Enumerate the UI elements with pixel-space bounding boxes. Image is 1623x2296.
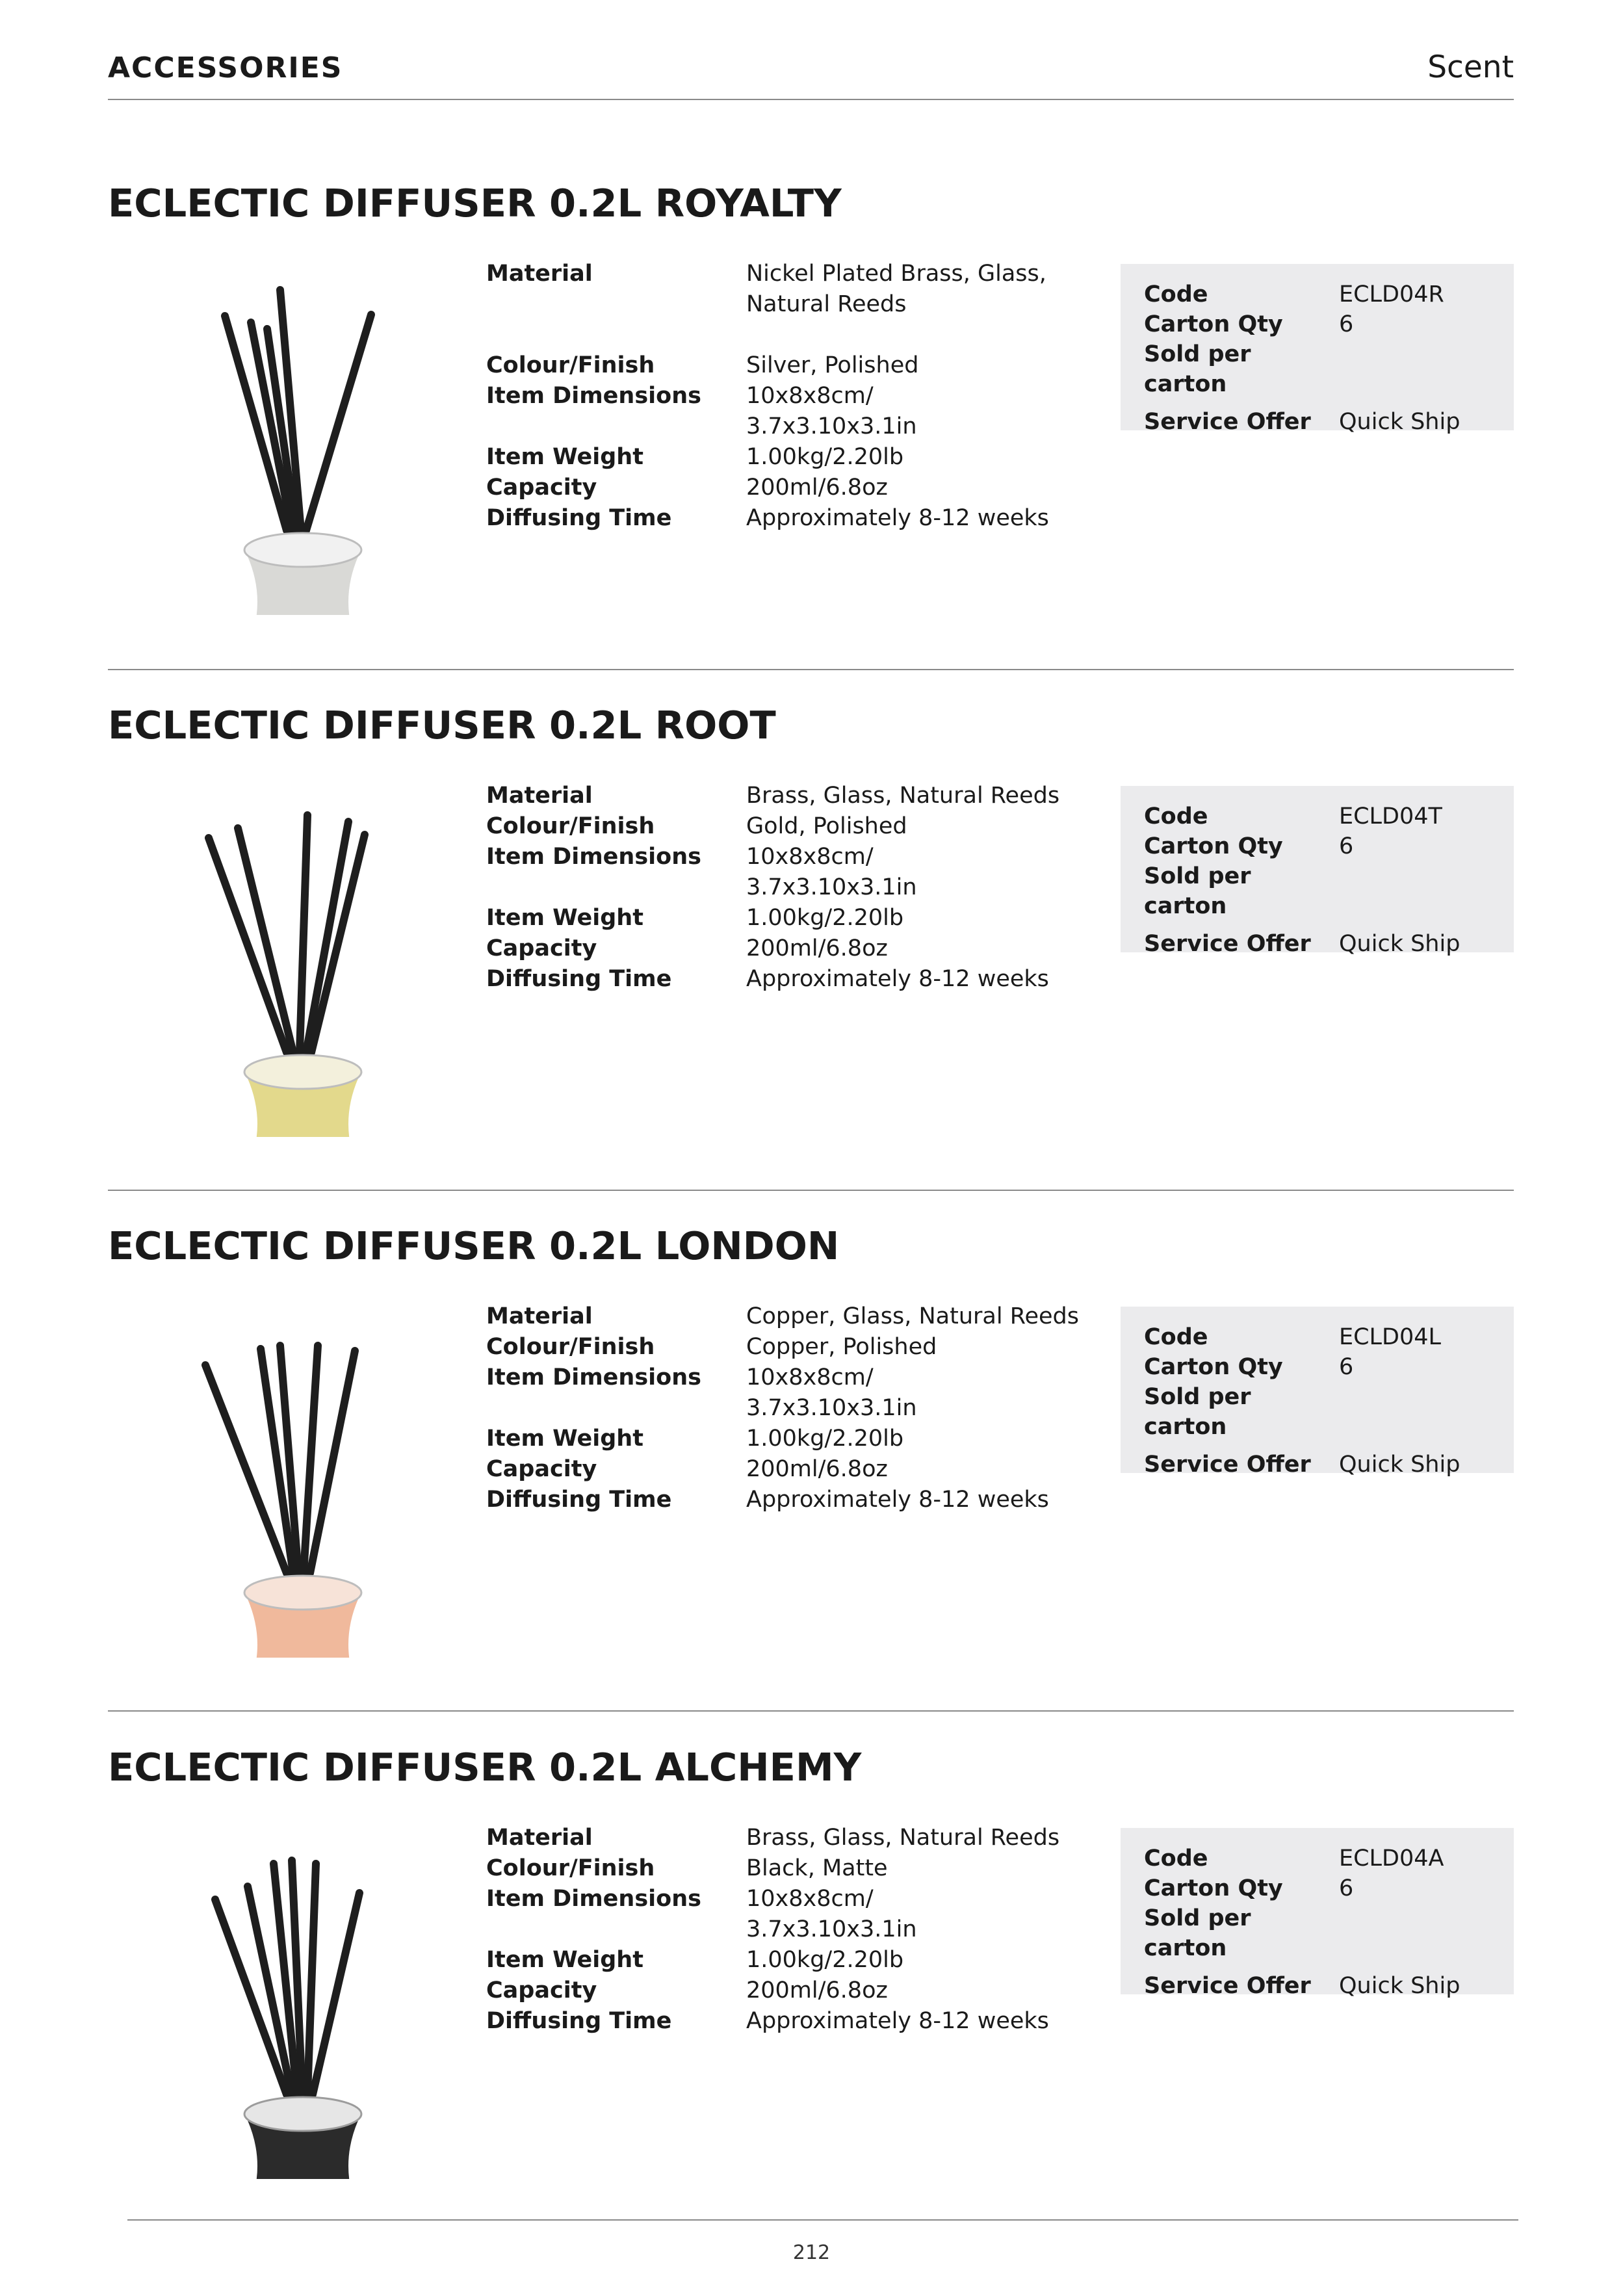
spec-value — [746, 842, 1084, 903]
spec-label: Material — [486, 1303, 593, 1329]
spec-label: Capacity — [486, 1977, 597, 2003]
info-service — [1144, 1450, 1514, 1480]
spec-value: Silver, Polished — [746, 352, 919, 378]
order-info-box — [1121, 1307, 1514, 1478]
spec-value: Approximately 8-12 weeks — [746, 1487, 1049, 1513]
spec-label: Diffusing Time — [486, 1487, 672, 1513]
spec-material — [486, 1301, 1110, 1332]
info-value: Quick Ship — [1339, 931, 1461, 957]
diffuser-illustration — [189, 1320, 410, 1658]
spec-label: Item Weight — [486, 444, 643, 470]
info-value: ECLD04A — [1339, 1846, 1444, 1872]
spec-dimensions — [486, 1884, 1110, 1945]
info-code — [1144, 802, 1514, 831]
spec-label: Colour/Finish — [486, 1855, 655, 1881]
spec-label: Item Dimensions — [486, 383, 701, 409]
spec-list — [486, 1823, 1110, 2037]
info-carton — [1144, 309, 1514, 339]
spec-weight — [486, 1945, 1110, 1976]
info-code — [1144, 1844, 1514, 1873]
product-image — [189, 277, 410, 615]
info-value: 6 — [1339, 1875, 1354, 1901]
page-number: 212 — [792, 2241, 831, 2264]
dimensions-imperial: 3.7x3.10x3.1in — [746, 874, 917, 900]
spec-label: Material — [486, 1825, 593, 1851]
product-title: ECLECTIC DIFFUSER 0.2L ALCHEMY — [108, 1745, 862, 1790]
dimensions-metric: 10x8x8cm/ — [746, 844, 874, 870]
section-divider — [108, 669, 1514, 670]
spec-label: Material — [486, 261, 593, 287]
product-alchemy — [108, 1745, 1514, 2174]
info-label: Carton Qty — [1144, 833, 1283, 859]
spec-value: 1.00kg/2.20lb — [746, 1426, 904, 1452]
spec-capacity — [486, 1454, 1110, 1485]
spec-diffusing — [486, 503, 1110, 534]
spec-label: Diffusing Time — [486, 966, 672, 992]
spec-weight — [486, 442, 1110, 473]
spec-value: Approximately 8-12 weeks — [746, 966, 1049, 992]
spec-label: Capacity — [486, 475, 597, 501]
spec-label: Colour/Finish — [486, 352, 655, 378]
order-info-box — [1121, 1828, 1514, 1999]
info-label: Code — [1144, 1324, 1208, 1350]
info-sold — [1144, 339, 1514, 399]
info-label: Service Offer — [1144, 409, 1311, 435]
info-label: Carton Qty — [1144, 1354, 1283, 1380]
spec-material — [486, 1823, 1110, 1853]
product-image — [189, 1320, 410, 1658]
spec-colour — [486, 1853, 1110, 1884]
product-london — [108, 1223, 1514, 1652]
section-divider — [108, 1190, 1514, 1191]
spec-label: Item Dimensions — [486, 1886, 701, 1912]
footer-divider — [127, 2219, 1518, 2221]
info-label: Code — [1144, 281, 1208, 307]
info-sold — [1144, 861, 1514, 921]
spec-value: 200ml/6.8oz — [746, 935, 888, 961]
info-label: Service Offer — [1144, 1973, 1311, 1999]
product-image — [189, 799, 410, 1137]
spec-colour — [486, 350, 1110, 381]
spec-value: Black, Matte — [746, 1855, 888, 1881]
info-value: Quick Ship — [1339, 1973, 1461, 1999]
spec-value: 200ml/6.8oz — [746, 1456, 888, 1482]
info-label: Sold per carton — [1144, 1905, 1251, 1961]
diffuser-illustration — [189, 799, 410, 1137]
page-header — [108, 49, 1514, 85]
spec-value: 200ml/6.8oz — [746, 475, 888, 501]
spec-material — [486, 781, 1110, 811]
spec-label: Item Weight — [486, 1947, 643, 1973]
info-value: Quick Ship — [1339, 1452, 1461, 1478]
spec-dimensions — [486, 842, 1110, 903]
section-divider — [108, 1710, 1514, 1712]
dimensions-metric: 10x8x8cm/ — [746, 1364, 874, 1390]
info-label: Carton Qty — [1144, 1875, 1283, 1901]
spec-value: Approximately 8-12 weeks — [746, 2008, 1049, 2034]
spec-value: Nickel Plated Brass, Glass, Natural Reeds — [746, 261, 1046, 317]
spec-list — [486, 1301, 1110, 1515]
spec-colour — [486, 1332, 1110, 1363]
spec-list — [486, 781, 1110, 995]
spec-value: 1.00kg/2.20lb — [746, 444, 904, 470]
order-info-box — [1121, 264, 1514, 435]
spec-label: Material — [486, 783, 593, 809]
info-carton — [1144, 831, 1514, 861]
spec-label: Item Weight — [486, 905, 643, 931]
spec-label: Colour/Finish — [486, 1334, 655, 1360]
spec-value — [746, 1884, 1084, 1945]
spec-value: Approximately 8-12 weeks — [746, 505, 1049, 531]
dimensions-imperial: 3.7x3.10x3.1in — [746, 1916, 917, 1942]
product-title: ECLECTIC DIFFUSER 0.2L ROYALTY — [108, 181, 842, 226]
spec-diffusing — [486, 1485, 1110, 1515]
spec-capacity — [486, 933, 1110, 964]
spec-colour — [486, 811, 1110, 842]
spec-material — [486, 259, 1110, 320]
info-label: Service Offer — [1144, 1452, 1311, 1478]
spec-label: Item Weight — [486, 1426, 643, 1452]
info-value: ECLD04L — [1339, 1324, 1442, 1350]
spec-value — [746, 1363, 1084, 1424]
info-label: Service Offer — [1144, 931, 1311, 957]
info-sold — [1144, 1903, 1514, 1963]
product-title: ECLECTIC DIFFUSER 0.2L ROOT — [108, 703, 776, 748]
info-label: Sold per carton — [1144, 863, 1251, 919]
product-image — [189, 1841, 410, 2179]
spec-label: Diffusing Time — [486, 505, 672, 531]
spec-label: Capacity — [486, 935, 597, 961]
info-label: Sold per carton — [1144, 1384, 1251, 1440]
info-service — [1144, 929, 1514, 959]
spec-label: Diffusing Time — [486, 2008, 672, 2034]
spec-diffusing — [486, 964, 1110, 995]
product-royalty — [108, 181, 1514, 610]
section-title: ACCESSORIES — [108, 51, 343, 85]
info-service — [1144, 407, 1514, 437]
header-divider — [108, 99, 1514, 100]
spec-capacity — [486, 473, 1110, 503]
info-label: Code — [1144, 803, 1208, 829]
info-code — [1144, 1322, 1514, 1352]
product-root — [108, 703, 1514, 1132]
spec-value: Copper, Glass, Natural Reeds — [746, 1303, 1079, 1329]
spec-value: 1.00kg/2.20lb — [746, 905, 904, 931]
dimensions-imperial: 3.7x3.10x3.1in — [746, 413, 917, 439]
spec-value: Copper, Polished — [746, 1334, 937, 1360]
info-value: ECLD04T — [1339, 803, 1442, 829]
spec-label: Item Dimensions — [486, 1364, 701, 1390]
spec-label: Capacity — [486, 1456, 597, 1482]
info-value: 6 — [1339, 833, 1354, 859]
spec-weight — [486, 1424, 1110, 1454]
spec-value — [746, 381, 1084, 442]
spec-dimensions — [486, 1363, 1110, 1424]
spec-weight — [486, 903, 1110, 933]
info-carton — [1144, 1873, 1514, 1903]
dimensions-metric: 10x8x8cm/ — [746, 1886, 874, 1912]
spec-value: Brass, Glass, Natural Reeds — [746, 1825, 1060, 1851]
spec-value: Gold, Polished — [746, 813, 907, 839]
info-carton — [1144, 1352, 1514, 1382]
info-service — [1144, 1971, 1514, 2001]
spec-list — [486, 259, 1110, 534]
spec-diffusing — [486, 2006, 1110, 2037]
info-value: 6 — [1339, 1354, 1354, 1380]
info-value: Quick Ship — [1339, 409, 1461, 435]
info-label: Carton Qty — [1144, 311, 1283, 337]
product-title: ECLECTIC DIFFUSER 0.2L LONDON — [108, 1223, 840, 1268]
dimensions-metric: 10x8x8cm/ — [746, 383, 874, 409]
diffuser-illustration — [189, 1841, 410, 2179]
info-code — [1144, 280, 1514, 309]
spec-value: 200ml/6.8oz — [746, 1977, 888, 2003]
dimensions-imperial: 3.7x3.10x3.1in — [746, 1395, 917, 1421]
spec-dimensions — [486, 381, 1110, 442]
spec-capacity — [486, 1976, 1110, 2006]
order-info-box — [1121, 786, 1514, 957]
category-title: Scent — [1427, 49, 1514, 85]
spec-label: Colour/Finish — [486, 813, 655, 839]
info-value: ECLD04R — [1339, 281, 1444, 307]
info-label: Sold per carton — [1144, 341, 1251, 397]
spec-label: Item Dimensions — [486, 844, 701, 870]
info-value: 6 — [1339, 311, 1354, 337]
info-sold — [1144, 1382, 1514, 1442]
info-label: Code — [1144, 1846, 1208, 1872]
diffuser-illustration — [189, 277, 410, 615]
spec-value: 1.00kg/2.20lb — [746, 1947, 904, 1973]
spec-value: Brass, Glass, Natural Reeds — [746, 783, 1060, 809]
